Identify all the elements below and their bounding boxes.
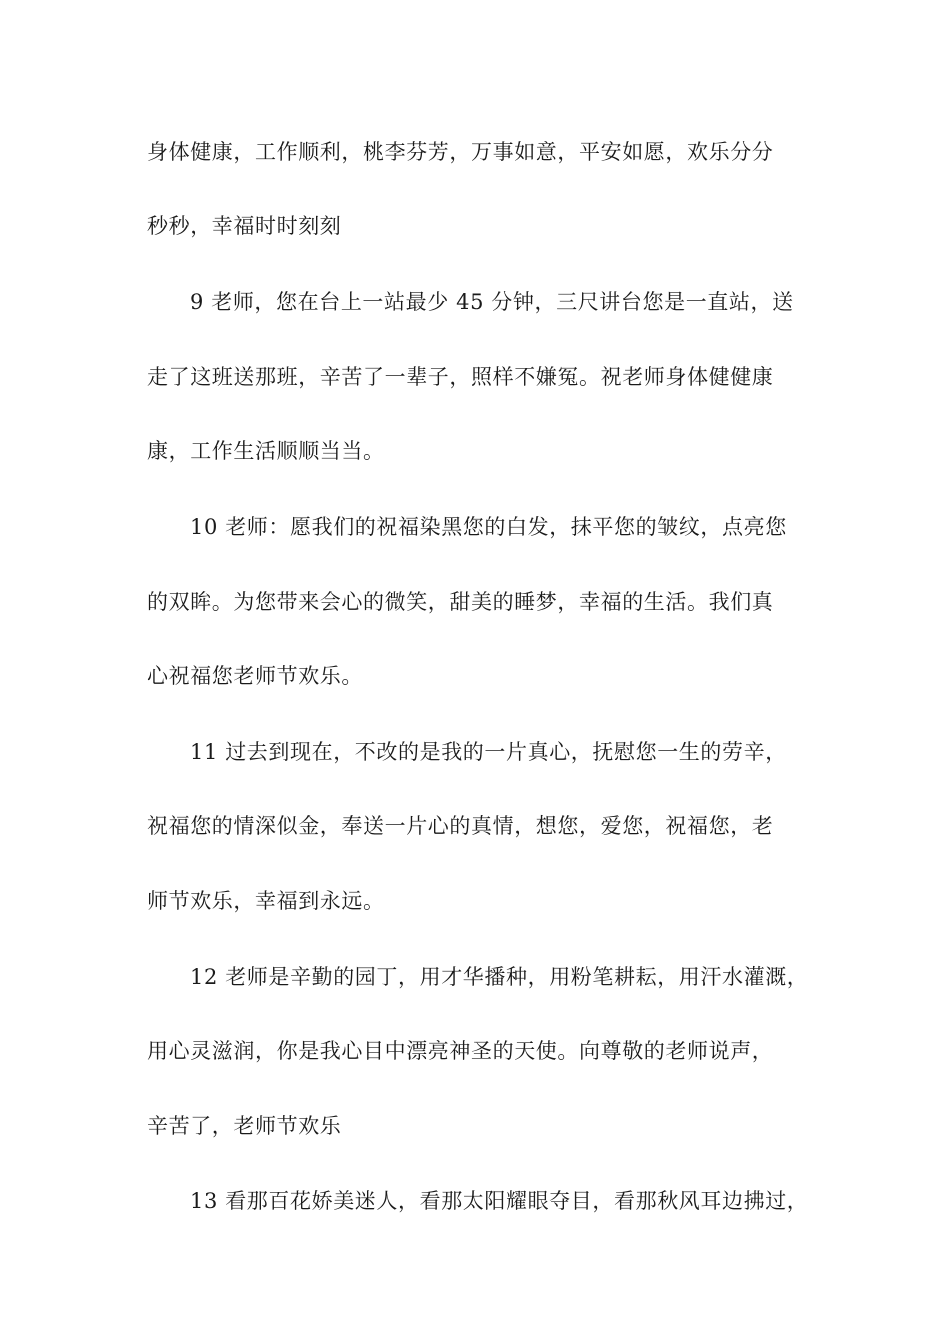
text-line: 师节欢乐，幸福到永远。 [147,889,385,913]
paragraph-start-line: 13 看那百花娇美迷人，看那太阳耀眼夺目，看那秋风耳边拂过， [190,1189,809,1213]
text-line: 走了这班送那班，辛苦了一辈子，照样不嫌冤。祝老师身体健健康 [147,365,774,389]
text-line: 心祝福您老师节欢乐。 [147,664,363,688]
text-line: 辛苦了，老师节欢乐 [147,1114,342,1138]
paragraph-start-line: 12 老师是辛勤的园丁，用才华播种，用粉笔耕耘，用汗水灌溉， [190,965,809,989]
text-line: 祝福您的情深似金，奉送一片心的真情，想您，爱您，祝福您，老 [147,814,774,838]
paragraph-start-line: 9 老师，您在台上一站最少 45 分钟，三尺讲台您是一直站，送 [190,290,794,314]
text-line: 康，工作生活顺顺当当。 [147,439,385,463]
text-line: 用心灵滋润，你是我心目中漂亮神圣的天使。向尊敬的老师说声， [147,1039,774,1063]
paragraph-start-line: 11 过去到现在，不改的是我的一片真心，抚慰您一生的劳辛， [190,740,787,764]
text-line: 身体健康，工作顺利，桃李芬芳，万事如意，平安如愿，欢乐分分 [147,140,774,164]
text-line: 的双眸。为您带来会心的微笑，甜美的睡梦，幸福的生活。我们真 [147,590,774,614]
paragraph-start-line: 10 老师：愿我们的祝福染黑您的白发，抹平您的皱纹，点亮您 [190,515,787,539]
text-line: 秒秒，幸福时时刻刻 [147,214,342,238]
